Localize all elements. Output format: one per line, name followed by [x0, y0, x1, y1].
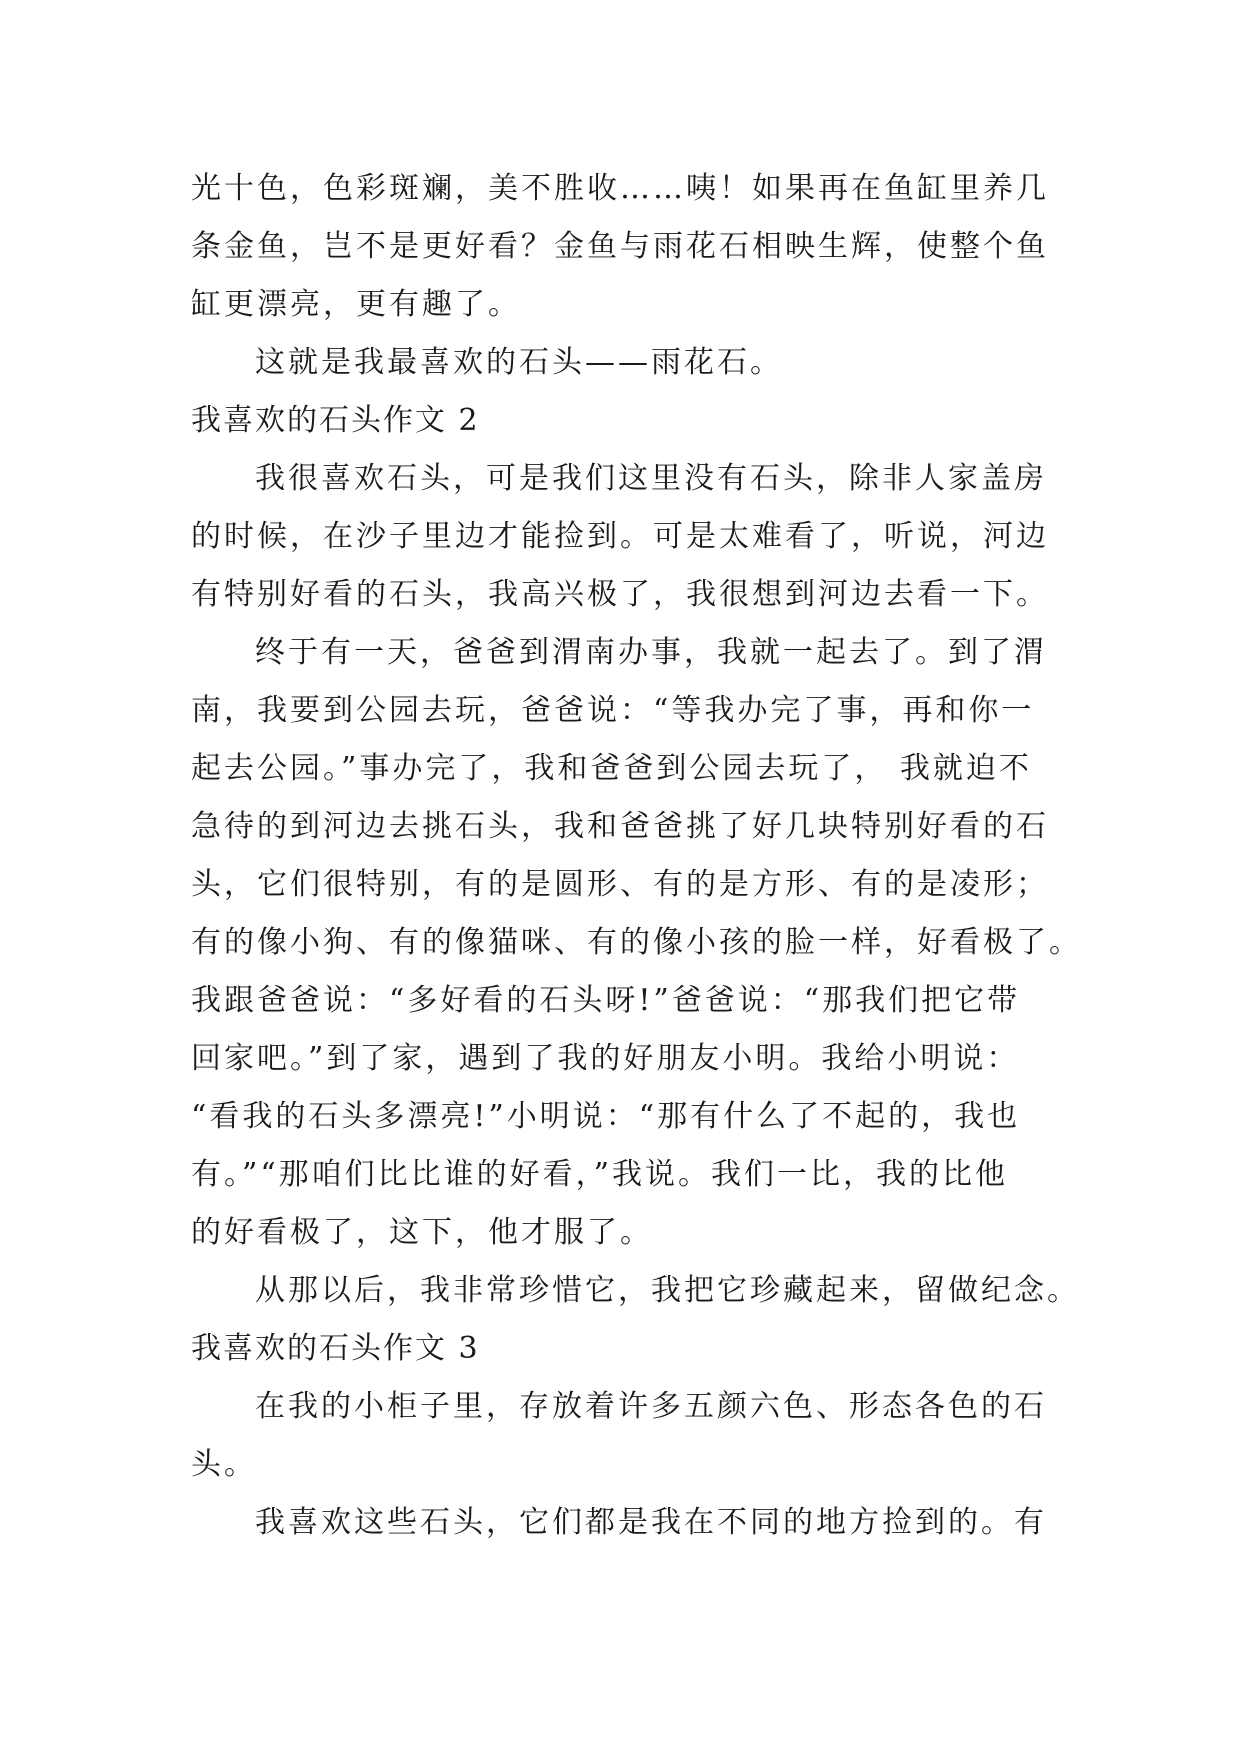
text-line: 起去公园。”事办完了，我和爸爸到公园去玩了， 我就迫不: [191, 751, 1032, 786]
text-line: 南，我要到公园去玩，爸爸说：“等我办完了事，再和你一: [191, 693, 1035, 728]
text-line: “看我的石头多漂亮!”小明说：“那有什么了不起的，我也: [191, 1099, 1021, 1134]
section-heading: 我喜欢的石头作文 2: [191, 403, 480, 438]
document-body: [191, 160, 1082, 1552]
text-line: 我跟爸爸说：“多好看的石头呀!”爸爸说：“那我们把它带: [191, 983, 1021, 1018]
text-line: 头。: [191, 1447, 257, 1482]
text-line: 条金鱼，岂不是更好看？金鱼与雨花石相映生辉，使整个鱼: [191, 229, 1049, 264]
text-line: 从那以后，我非常珍惜它，我把它珍藏起来，留做纪念。: [255, 1273, 1080, 1308]
text-line: 缸更漂亮，更有趣了。: [191, 287, 521, 322]
text-line: 的好看极了，这下，他才服了。: [191, 1215, 653, 1250]
text-line: 我很喜欢石头，可是我们这里没有石头，除非人家盖房: [255, 461, 1047, 496]
text-line: 有的像小狗、有的像猫咪、有的像小孩的脸一样，好看极了。: [191, 925, 1082, 960]
section-heading: 我喜欢的石头作文 3: [191, 1331, 480, 1366]
text-line: 有。”“那咱们比比谁的好看，”我说。我们一比，我的比他: [191, 1157, 1009, 1192]
text-line: 急待的到河边去挑石头，我和爸爸挑了好几块特别好看的石: [191, 809, 1049, 844]
text-line: 光十色，色彩斑斓，美不胜收……咦！如果再在鱼缸里养几: [191, 171, 1049, 206]
text-line: 有特别好看的石头，我高兴极了，我很想到河边去看一下。: [191, 577, 1049, 612]
text-line: 我喜欢这些石头，它们都是我在不同的地方捡到的。有: [255, 1505, 1047, 1540]
text-line: 头，它们很特别，有的是圆形、有的是方形、有的是凌形；: [191, 867, 1049, 902]
text-line: 这就是我最喜欢的石头——雨花石。: [255, 345, 783, 380]
text-line: 回家吧。”到了家，遇到了我的好朋友小明。我给小明说：: [191, 1041, 1020, 1076]
text-line: 在我的小柜子里，存放着许多五颜六色、形态各色的石: [255, 1389, 1047, 1424]
text-line: 终于有一天，爸爸到渭南办事，我就一起去了。到了渭: [255, 635, 1047, 670]
text-line: 的时候，在沙子里边才能捡到。可是太难看了，听说，河边: [191, 519, 1049, 554]
